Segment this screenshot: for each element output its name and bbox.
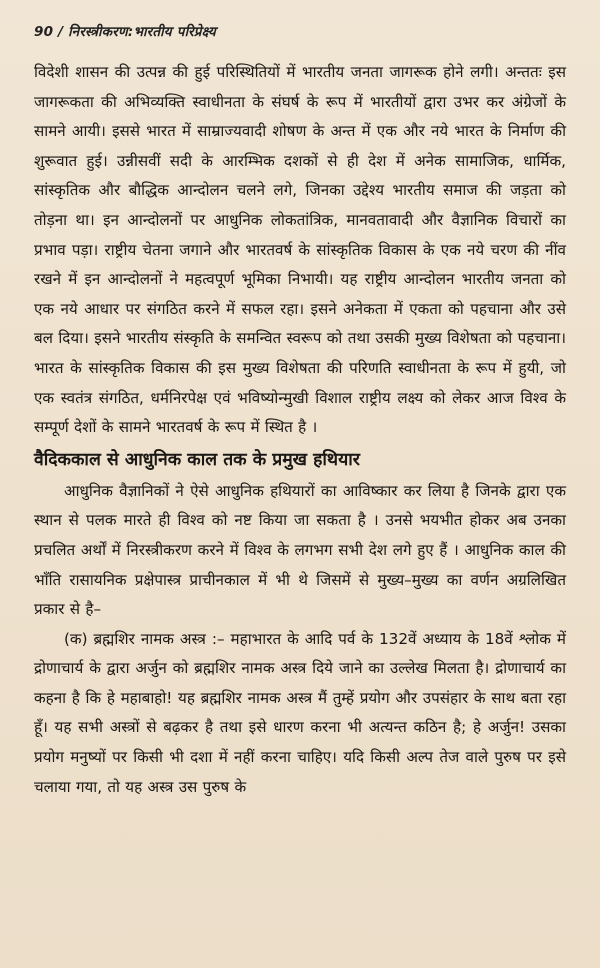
body-paragraph: विदेशी शासन की उत्पन्न की हुई परिस्थितियों में भारतीय जनता जागरूक होने लगी। अन्ततः इस जागरूकता की अभिव्यक्ति स्वाधीनता के संघर्ष के रूप में भारतीयों द्वारा उभर कर अंग्रेजों के सामने आयी। इससे भारत में साम्राज्यवादी शोषण के अन्त में एक और नये भारत के निर्माण की शुरूवात हुई। उन्नीसवीं सदी के आरम्भिक दशकों से ही देश में अनेक सामाजिक, धार्मिक, सांस्कृतिक और बौद्धिक आन्दोलन चलने लगे, जिनका उद्देश्य भारतीय समाज की जड़ता को तोड़ना था। इन आन्दोलनों पर आधुनिक लोकतांत्रिक, मानवतावादी और वैज्ञानिक विचारों का प्रभाव पड़ा। राष्ट्रीय चेतना जगाने और भारतवर्ष के सांस्कृतिक विकास के एक नये चरण की नींव रखने में इन आन्दोलनों ने महत्वपूर्ण भूमिका निभायी। यह राष्ट्रीय आन्दोलन भारतीय जनता को एक नये आधार पर संगठित करने में सफल रहा। इसने अनेकता में एकता को पहचाना और उसे बल दिया। इसने भारतीय संस्कृति के समन्वित स्वरूप को तथा उसकी मुख्य विशेषता को पहचाना। भारत के सांस्कृतिक विकास की इस मुख्य विशेषता की परिणति स्वाधीनता के रूप में हुयी, जो एक स्वतंत्र संगठित, धर्मनिरपेक्ष एवं भविष्योन्मुखी विशाल राष्ट्रीय लक्ष्य को लेकर आज विश्व के सम्पूर्ण देशों के सामने भारतवर्ष के रूप में स्थित है । <box>34 63 566 437</box>
page-number: 90 <box>34 24 54 40</box>
section-paragraph: आधुनिक वैज्ञानिकों ने ऐसे आधुनिक हथियारों का आविष्कार कर लिया है जिनके द्वारा एक स्थान से पलक मारते ही विश्व को नष्ट किया जा सकता है । उनसे भयभीत होकर अब उनका प्रचलित अर्थों में निरस्त्रीकरण करने में विश्व के लगभग सभी देश लगे हुए हैं । आधुनिक काल की भाँति रासायनिक प्रक्षेपास्त्र प्राचीनकाल में भी थे जिसमें से मुख्य–मुख्य का वर्णन अग्रलिखित प्रकार से है– <box>34 481 566 619</box>
page-header <box>34 22 566 40</box>
section-paragraph: (क) ब्रह्मशिर नामक अस्त्र :– महाभारत के आदि पर्व के 132वें अध्याय के 18वें श्लोक में द्रोणाचार्य के द्वारा अर्जुन को ब्रह्मशिर नामक अस्त्र दिये जाने का उल्लेख मिलता है। द्रोणाचार्य का कहना है कि हे महाबाहो! यह ब्रह्मशिर नामक अस्त्र मैं तुम्हें प्रयोग और उपसंहार के साथ बता रहा हूँ। यह सभी अस्त्रों से बढ़कर है तथा इसे धारण करना भी अत्यन्त कठिन है; हे अर्जुन! उसका प्रयोग मनुष्यों पर किसी भी दशा में नहीं करना चाहिए। यदि किसी अल्प तेज वाले पुरुष पर इसे चलाया गया, तो यह अस्त्र उस पुरुष के <box>34 629 566 796</box>
section-heading: वैदिककाल से आधुनिक काल तक के प्रमुख हथियार <box>34 449 360 470</box>
header-separator: / <box>58 24 69 40</box>
running-title: निरस्त्रीकरण:भारतीय परिप्रेक्ष्य <box>68 24 216 40</box>
